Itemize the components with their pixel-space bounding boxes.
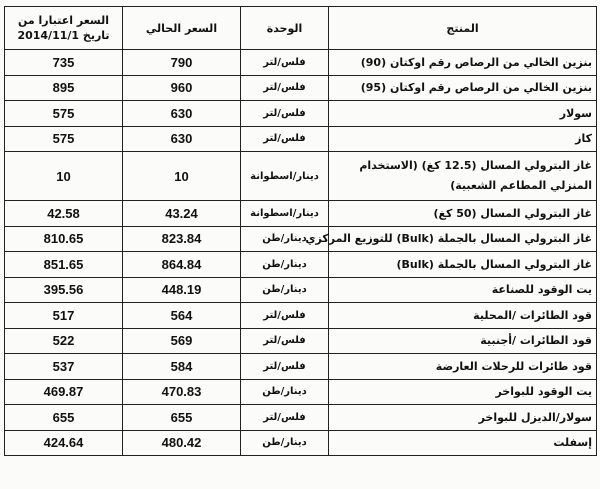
table-row bbox=[5, 201, 597, 227]
table-row bbox=[5, 303, 597, 329]
current-price-cell: 10 bbox=[123, 152, 241, 201]
unit-cell: دينار/اسطوانة bbox=[241, 201, 329, 227]
previous-price-cell: 655 bbox=[5, 405, 123, 431]
table-row bbox=[5, 430, 597, 456]
table-row bbox=[5, 252, 597, 278]
current-price-cell: 448.19 bbox=[123, 277, 241, 303]
product-cell: بنزين الخالي من الرصاص رقم اوكتان (90) bbox=[329, 50, 597, 76]
product-cell: غاز البترولي المسال (50 كغ) bbox=[329, 201, 597, 227]
previous-price-cell: 469.87 bbox=[5, 379, 123, 405]
current-price-cell: 564 bbox=[123, 303, 241, 329]
product-cell: غاز البترولي المسال بالجملة (Bulk) للتوزيع المركزي bbox=[329, 226, 597, 252]
table-row bbox=[5, 277, 597, 303]
previous-price-header: السعر اعتبارا من تاريخ 2014/11/1 bbox=[5, 7, 123, 50]
product-cell: سولار bbox=[329, 101, 597, 127]
product-cell: غاز البترولي المسال (12.5 كغ) (الاستخدام المنزلي المطاعم الشعبية) bbox=[329, 152, 597, 201]
current-price-cell: 569 bbox=[123, 328, 241, 354]
unit-cell: فلس/لتر bbox=[241, 328, 329, 354]
product-cell: قود الطائرات /أجنبية bbox=[329, 328, 597, 354]
current-price-cell: 480.42 bbox=[123, 430, 241, 456]
current-price-cell: 630 bbox=[123, 126, 241, 152]
previous-price-cell: 851.65 bbox=[5, 252, 123, 278]
unit-cell: دينار/اسطوانة bbox=[241, 152, 329, 201]
table-row bbox=[5, 379, 597, 405]
current-price-cell: 584 bbox=[123, 354, 241, 380]
current-price-cell: 43.24 bbox=[123, 201, 241, 227]
unit-cell: دينار/طن bbox=[241, 277, 329, 303]
table-row bbox=[5, 126, 597, 152]
unit-header: الوحدة bbox=[241, 7, 329, 50]
product-cell: يت الوقود للبواخر bbox=[329, 379, 597, 405]
current-price-cell: 655 bbox=[123, 405, 241, 431]
fuel-price-table bbox=[4, 6, 597, 456]
table-row bbox=[5, 354, 597, 380]
current-price-cell: 630 bbox=[123, 101, 241, 127]
previous-price-cell: 424.64 bbox=[5, 430, 123, 456]
unit-cell: دينار/طن bbox=[241, 379, 329, 405]
previous-price-cell: 575 bbox=[5, 101, 123, 127]
table-row bbox=[5, 328, 597, 354]
unit-cell: دينار/طن bbox=[241, 226, 329, 252]
unit-cell: فلس/لتر bbox=[241, 50, 329, 76]
unit-cell: فلس/لتر bbox=[241, 101, 329, 127]
table-row bbox=[5, 226, 597, 252]
current-price-cell: 470.83 bbox=[123, 379, 241, 405]
previous-price-cell: 522 bbox=[5, 328, 123, 354]
unit-cell: فلس/لتر bbox=[241, 405, 329, 431]
product-cell: إسفلت bbox=[329, 430, 597, 456]
previous-price-cell: 735 bbox=[5, 50, 123, 76]
product-cell: كاز bbox=[329, 126, 597, 152]
previous-price-cell: 42.58 bbox=[5, 201, 123, 227]
current-price-cell: 864.84 bbox=[123, 252, 241, 278]
table-row bbox=[5, 152, 597, 201]
unit-cell: فلس/لتر bbox=[241, 75, 329, 101]
previous-price-cell: 517 bbox=[5, 303, 123, 329]
current-price-cell: 960 bbox=[123, 75, 241, 101]
current-price-header: السعر الحالي bbox=[123, 7, 241, 50]
header-row bbox=[5, 7, 597, 50]
unit-cell: فلس/لتر bbox=[241, 303, 329, 329]
product-cell: بنزين الخالي من الرصاص رقم اوكتان (95) bbox=[329, 75, 597, 101]
product-cell: قود طائرات للرحلات العارضة bbox=[329, 354, 597, 380]
product-cell: يت الوقود للصناعة bbox=[329, 277, 597, 303]
current-price-cell: 790 bbox=[123, 50, 241, 76]
previous-price-cell: 810.65 bbox=[5, 226, 123, 252]
table-row bbox=[5, 75, 597, 101]
product-cell: غاز البترولي المسال بالجملة (Bulk) bbox=[329, 252, 597, 278]
unit-cell: فلس/لتر bbox=[241, 354, 329, 380]
table-row bbox=[5, 101, 597, 127]
current-price-cell: 823.84 bbox=[123, 226, 241, 252]
product-header: المنتج bbox=[329, 7, 597, 50]
previous-price-cell: 10 bbox=[5, 152, 123, 201]
table-row bbox=[5, 405, 597, 431]
product-cell: قود الطائرات /المحلية bbox=[329, 303, 597, 329]
unit-cell: فلس/لتر bbox=[241, 126, 329, 152]
previous-price-cell: 395.56 bbox=[5, 277, 123, 303]
previous-price-cell: 895 bbox=[5, 75, 123, 101]
table-row bbox=[5, 50, 597, 76]
previous-price-cell: 537 bbox=[5, 354, 123, 380]
unit-cell: دينار/طن bbox=[241, 430, 329, 456]
previous-price-cell: 575 bbox=[5, 126, 123, 152]
product-cell: سولار/الديزل للبواخر bbox=[329, 405, 597, 431]
unit-cell: دينار/طن bbox=[241, 252, 329, 278]
